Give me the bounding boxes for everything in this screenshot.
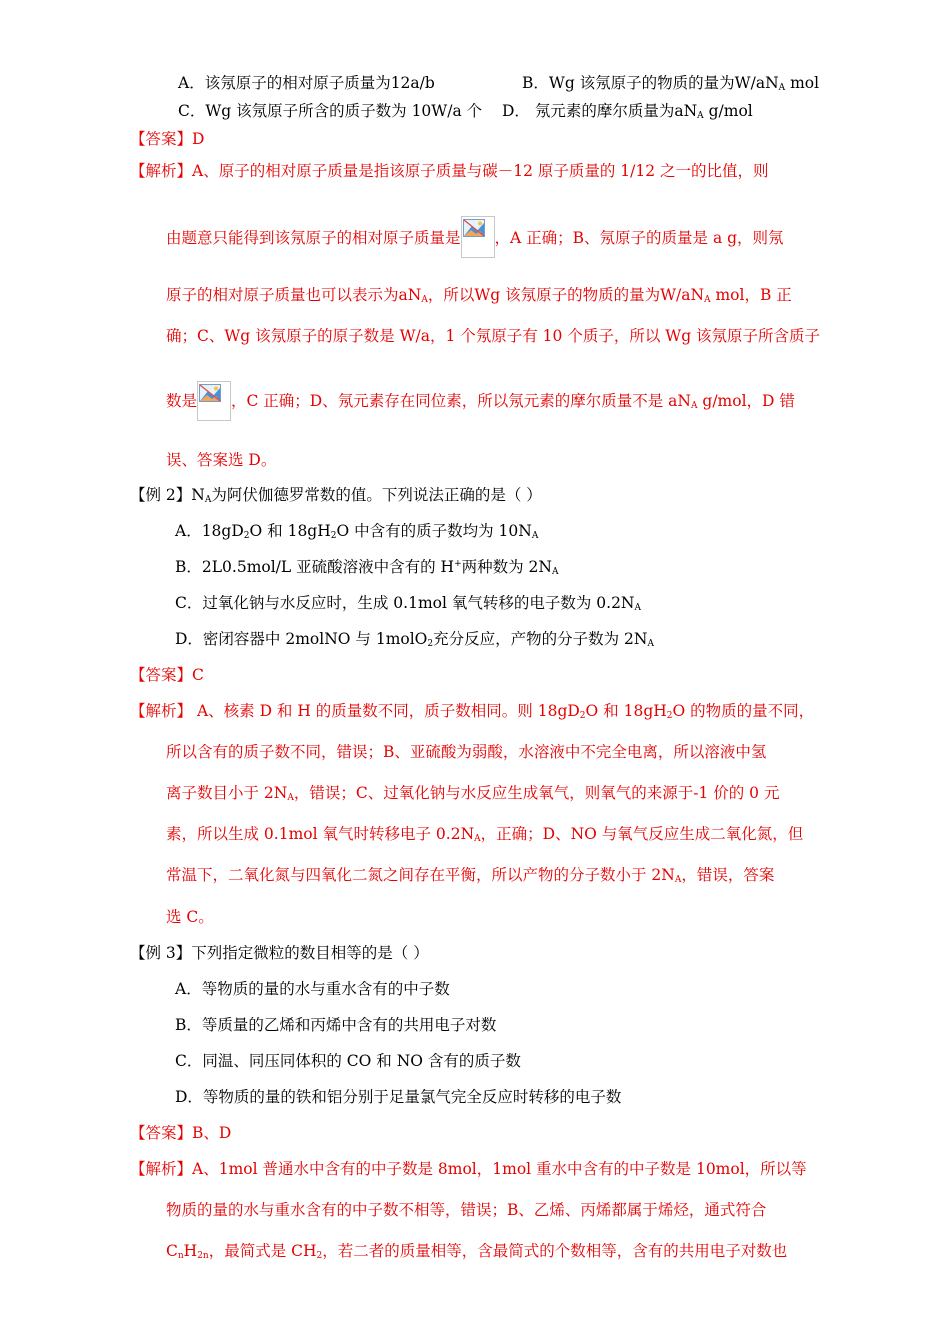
ex3-answer: 【答案】B、D xyxy=(130,1124,232,1142)
ex1-analysis-line-6: 误、答案选 D。 xyxy=(166,451,277,469)
ex2-option-d: D．密闭容器中 2molNO 与 1molO$_2$充分反应，产物的分子数为 $2N_A$ xyxy=(175,630,654,649)
ex1-answer: 【答案】D xyxy=(130,130,205,148)
ex2-title: 【例 2】$N_A$为阿伏伽德罗常数的值。下列说法正确的是（ ） xyxy=(130,486,542,505)
ex2-analysis-line-2: 所以含有的质子数不同，错误；B、亚硫酸为弱酸，水溶液中不完全电离，所以溶液中氢 xyxy=(166,743,767,761)
analysis-tag: 【解析】 xyxy=(130,702,193,720)
ex1-analysis-line-5: 数是 ，C 正确；D、氖元素存在同位素，所以氖元素的摩尔质量不是 $aN_A$ g/mol，D 错 xyxy=(166,390,795,421)
ex1-option-d: D． 氖元素的摩尔质量为$aN_A$ g/mol xyxy=(502,102,753,121)
ex1-option-c: C．Wg 该氖原子所含的质子数为 10W/a 个 xyxy=(178,102,483,120)
ex3-option-a: A．等物质的量的水与重水含有的中子数 xyxy=(175,980,450,998)
ex2-analysis-line-4: 素，所以生成 0.1mol 氧气时转移电子 $0.2N_A$，正确；D、NO 与氧气反应生成二氧化氮，但 xyxy=(166,825,804,844)
ex2-analysis-line-1: 【解析】 A、核素 D 和 H 的质量数不同，质子数相同。则 $18gD_2O$ 和 $18gH_2O$ 的物质的量不同， xyxy=(130,702,815,721)
ex1-analysis-line-3: 原子的相对原子质量也可以表示为$aN_A$，所以Wg 该氖原子的物质的量为$W/aN_A$ mol，B 正 xyxy=(166,286,792,305)
answer-tag: 【答案】 xyxy=(130,130,193,148)
ex1-analysis-line-2: 由题意只能得到该氖原子的相对原子质量是 ，A 正确；B、氖原子的质量是 a g，则氖 xyxy=(166,227,784,258)
ex1-option-a: A．该氖原子的相对原子质量为12a/b xyxy=(178,74,435,92)
ex2-option-c: C．过氧化钠与水反应时，生成 0.1mol 氧气转移的电子数为 $0.2N_A$ xyxy=(175,594,641,613)
broken-image-icon xyxy=(461,216,495,258)
ex3-option-c: C．同温、同压同体积的 CO 和 NO 含有的质子数 xyxy=(175,1052,521,1070)
analysis-tag: 【解析】 xyxy=(130,1160,193,1178)
ex3-analysis-line-1: 【解析】A、1mol 普通水中含有的中子数是 8mol，1mol 重水中含有的中子数是 10mol，所以等 xyxy=(130,1160,807,1178)
broken-image-icon xyxy=(197,381,231,421)
analysis-tag: 【解析】 xyxy=(130,162,193,180)
ex2-analysis-line-5: 常温下，二氧化氮与四氧化二氮之间存在平衡，所以产物的分子数小于 $2N_A$，错误，答案 xyxy=(166,866,775,885)
ex2-analysis-line-3: 离子数目小于 $2N_A$，错误；C、过氧化钠与水反应生成氧气，则氧气的来源于-1 价的 0 元 xyxy=(166,784,780,803)
ex3-title: 【例 3】下列指定微粒的数目相等的是（ ） xyxy=(130,944,429,962)
ex2-answer: 【答案】C xyxy=(130,666,204,684)
ex3-option-b: B．等质量的乙烯和丙烯中含有的共用电子对数 xyxy=(175,1016,497,1034)
answer-tag: 【答案】 xyxy=(130,1124,193,1142)
ex2-option-b: B．2L0.5mol/L 亚硫酸溶液中含有的 H+两种数为 $2N_A$ xyxy=(175,558,559,577)
ex1-analysis-line-4: 确；C、Wg 该氖原子的原子数是 W/a，1 个氖原子有 10 个质子，所以 Wg 该氖原子所含质子 xyxy=(166,327,821,345)
ex1-analysis-line-1: 【解析】A、原子的相对原子质量是指该原子质量与碳－12 原子质量的 1/12 之一的比值，则 xyxy=(130,162,769,180)
ex3-analysis-line-2: 物质的量的水与重水含有的中子数不相等，错误；B、乙烯、丙烯都属于烯烃，通式符合 xyxy=(166,1201,767,1219)
ex2-option-a: A．$18gD_2O$ 和 $18gH_2O$ 中含有的质子数均为 $10N_A$ xyxy=(175,522,539,541)
ex3-analysis-line-3: $C_nH_{2n}$，最简式是 $CH_2$，若二者的质量相等，含最简式的个数相等，含有的共用电子对数也 xyxy=(166,1242,788,1261)
ex3-option-d: D．等物质的量的铁和铝分别于足量氯气完全反应时转移的电子数 xyxy=(175,1088,622,1106)
ex1-option-b: B．Wg 该氖原子的物质的量为$W/aN_A$ mol xyxy=(522,74,820,93)
ex2-analysis-line-6: 选 C。 xyxy=(166,908,214,926)
answer-tag: 【答案】 xyxy=(130,666,193,684)
